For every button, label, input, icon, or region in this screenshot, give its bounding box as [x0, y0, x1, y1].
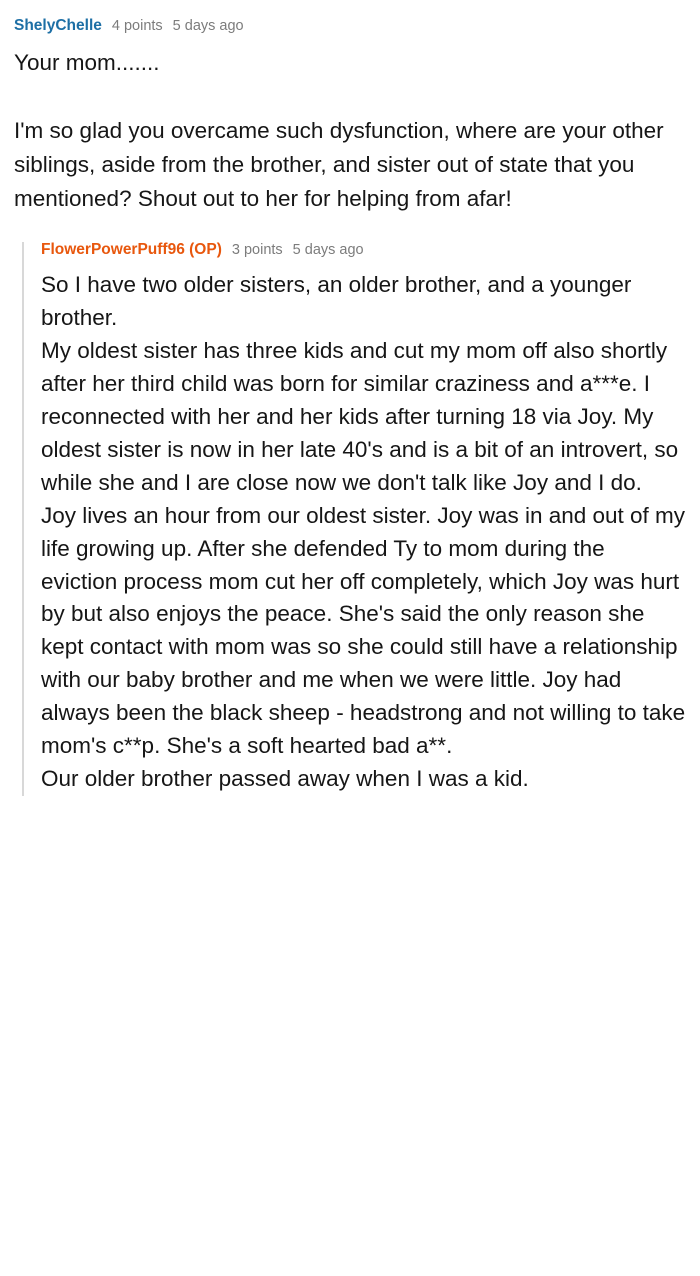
- reply-body: [41, 269, 686, 796]
- reply-score: 3 points: [231, 242, 283, 259]
- comment-header: [14, 18, 686, 34]
- reply-timestamp: 5 days ago: [292, 242, 364, 259]
- comment-paragraph: Your mom.......: [14, 49, 160, 75]
- comment-author-link[interactable]: ShelyChelle: [14, 17, 102, 34]
- reply-paragraph: My oldest sister has three kids and cut my mom off also shortly after her third child was born for similar craziness and a***e. I reconnected with her and her kids after turning 18 via Joy. My oldest sister is now in her late 40's and is a bit of an introvert, so while she and I are close now we don't talk like Joy and I do.: [41, 337, 679, 495]
- reply-paragraph: Joy lives an hour from our oldest sister. Joy was in and out of my life growing up. After she defended Ty to mom during the eviction process mom cut her off completely, which Joy was hurt by but also enjoys the peace. She's said the only reason she kept contact with mom was so she could still have a relationship with our baby brother and me when we were little. Joy had always been the black sheep - headstrong and not willing to take mom's c**p. She's a soft hearted bad a**.: [41, 502, 686, 759]
- comment-timestamp: 5 days ago: [172, 18, 244, 34]
- comment-body: [14, 46, 686, 217]
- reply-paragraph: Our older brother passed away when I was a kid.: [41, 766, 529, 792]
- reply-comment: [22, 242, 686, 796]
- comment-paragraph: I'm so glad you overcame such dysfunction, where are your other siblings, aside from the brother, and sister out of state that you mentioned? Shout out to her for helping from afar!: [14, 117, 664, 212]
- reply-header: [41, 242, 686, 258]
- comment-score: 4 points: [111, 18, 163, 34]
- comment-top-level: [14, 18, 686, 796]
- reply-author-link[interactable]: FlowerPowerPuff96 (OP): [41, 241, 222, 259]
- reply-paragraph: So I have two older sisters, an older brother, and a younger brother.: [41, 271, 632, 330]
